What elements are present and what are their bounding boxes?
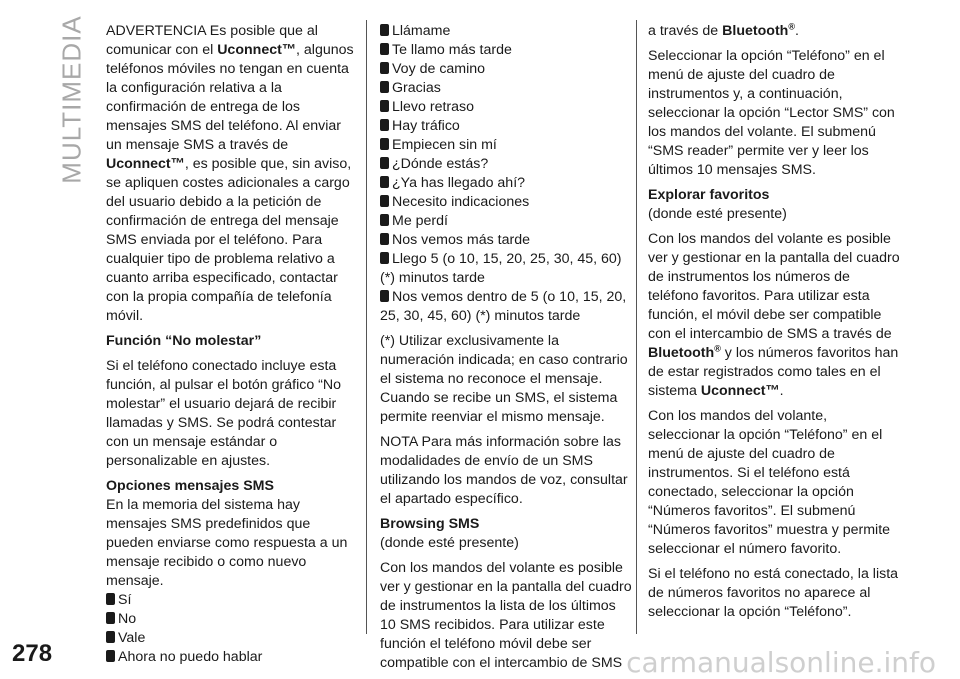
bullet-icon — [106, 650, 115, 662]
list-item: Llámame — [380, 22, 632, 41]
bullet-icon — [380, 62, 389, 74]
list-item: Nos vemos dentro de 5 (o 10, 15, 20, 25, 30, 45, 60) (*) minutos tarde — [380, 289, 627, 324]
bullet-icon — [380, 290, 389, 302]
list-item: Sí — [106, 591, 358, 610]
list-item: Gracias — [380, 79, 632, 98]
list-item: Ahora no puedo hablar — [106, 648, 358, 667]
column-3 — [648, 22, 900, 628]
brand-uconnect: Uconnect™ — [700, 383, 780, 399]
sms-options-list — [106, 591, 358, 667]
list-item: Llego 5 (o 10, 15, 20, 25, 30, 45, 60) (*) minutos tarde — [380, 251, 622, 286]
column-divider-1 — [366, 20, 367, 634]
list-item: Llevo retraso — [380, 98, 632, 117]
bullet-icon — [380, 138, 389, 150]
lector-sms-paragraph: Seleccionar la opción “Teléfono” en el menú de ajuste del cuadro de instrumentos y, a continuación, seleccionar la opción “Lector SMS” con los mandos del volante. El submenú “SMS reader” permite ver y leer los últimos 10 mensajes SMS. — [648, 48, 895, 178]
bullet-icon — [380, 100, 389, 112]
footnote-paragraph: (*) Utilizar exclusivamente la numeración indicada; en caso contrario el sistema no reconoce el mensaje. Cuando se recibe un SMS, el sistema permite reenviar el mismo mensaje. — [380, 333, 628, 425]
brand-bluetooth: Bluetooth — [722, 23, 789, 39]
section-title — [52, 15, 92, 184]
list-item: No — [106, 610, 358, 629]
column-2 — [380, 22, 632, 679]
heading-no-molestar: Función “No molestar” — [106, 333, 262, 349]
favoritos-paragraph-1: Con los mandos del volante es posible ver y gestionar en la pantalla del cuadro de instrumentos los números de teléfono favoritos. Para utilizar esta función, el móvil debe ser compatible con el intercambio de SMS a través de Bluetooth® y los números favoritos han de estar registrados como tales en el sistema Uconnect™. — [648, 231, 900, 399]
column-divider-2 — [636, 20, 637, 634]
bullet-icon — [380, 119, 389, 131]
list-item: Vale — [106, 629, 358, 648]
favoritos-paragraph-3: Si el teléfono no está conectado, la lista de números favoritos no aparece al seleccionar la opción “Teléfono”. — [648, 566, 899, 620]
bullet-icon — [380, 233, 389, 245]
favoritos-paragraph-2: Con los mandos del volante, seleccionar la opción “Teléfono” en el menú de ajuste del cuadro de instrumentos. Si el teléfono está conectado, seleccionar la opción “Números favoritos”. El submenú “Números favoritos” muestra y permite seleccionar el número favorito. — [648, 408, 891, 557]
favoritos-availability: (donde esté presente) — [648, 206, 787, 222]
bullet-icon — [380, 214, 389, 226]
advertencia-paragraph: ADVERTENCIA Es posible que al comunicar con el Uconnect™, algunos teléfonos móviles no tengan en cuenta la configuración relativa a la confirmación de entrega de los mensajes SMS del teléfono. Al enviar un mensaje SMS a través de Uconnect™, es posible que, sin aviso, se apliquen costes adicionales a cargo del usuario debido a la petición de confirmación de entrega del mensaje SMS enviada por el teléfono. Para cualquier tipo de problema relativo a cuanto arriba especificado, contactar con la propia compañía de telefonía móvil. — [106, 23, 354, 324]
brand-bluetooth: Bluetooth — [648, 345, 715, 361]
list-item: Empiecen sin mí — [380, 136, 632, 155]
heading-explorar-favoritos: Explorar favoritos — [648, 187, 770, 203]
bullet-icon — [106, 593, 115, 605]
continuation-paragraph: a través de Bluetooth®. — [648, 21, 799, 39]
watermark: carmanualsonline.info — [626, 646, 936, 679]
list-item: Hay tráfico — [380, 117, 632, 136]
list-item: Me perdí — [380, 212, 632, 231]
opciones-sms-paragraph: En la memoria del sistema hay mensajes SMS predefinidos que pueden enviarse como respuesta a un mensaje recibido o como nuevo mensaje. — [106, 497, 348, 589]
list-item: ¿Dónde estás? — [380, 155, 632, 174]
bullet-icon — [380, 176, 389, 188]
sms-options-list-continued — [380, 22, 632, 326]
list-item: Voy de camino — [380, 60, 632, 79]
bullet-icon — [380, 252, 389, 264]
column-1 — [106, 22, 358, 673]
section-title-text: MULTIMEDIA — [56, 15, 87, 184]
heading-opciones-sms: Opciones mensajes SMS — [106, 478, 274, 494]
bullet-icon — [380, 81, 389, 93]
brand-uconnect: Uconnect™ — [106, 156, 185, 172]
heading-browsing-sms: Browsing SMS — [380, 516, 480, 532]
bullet-icon — [380, 157, 389, 169]
brand-uconnect: Uconnect™ — [217, 42, 297, 58]
list-item: Nos vemos más tarde — [380, 231, 632, 250]
bullet-icon — [380, 24, 389, 36]
page-number: 278 — [12, 640, 53, 667]
bullet-icon — [106, 631, 115, 643]
browsing-sms-availability: (donde esté presente) — [380, 535, 519, 551]
list-item: Necesito indicaciones — [380, 193, 632, 212]
bullet-icon — [106, 612, 115, 624]
bullet-icon — [380, 43, 389, 55]
bullet-icon — [380, 195, 389, 207]
no-molestar-paragraph: Si el teléfono conectado incluye esta función, al pulsar el botón gráfico “No molestar” el usuario dejará de recibir llamadas y SMS. Se podrá contestar con un mensaje estándar o personalizable en ajustes. — [106, 358, 342, 469]
browsing-sms-paragraph: Con los mandos del volante es posible ver y gestionar en la pantalla del cuadro de instrumentos la lista de los últimos 10 SMS recibidos. Para utilizar este función el teléfono móvil debe ser compatible con el intercambio de SMS — [380, 560, 632, 671]
nota-paragraph: NOTA Para más información sobre las modalidades de envío de un SMS utilizando los mandos de voz, consultar el apartado específico. — [380, 434, 628, 507]
list-item: ¿Ya has llegado ahí? — [380, 174, 632, 193]
list-item: Te llamo más tarde — [380, 41, 632, 60]
